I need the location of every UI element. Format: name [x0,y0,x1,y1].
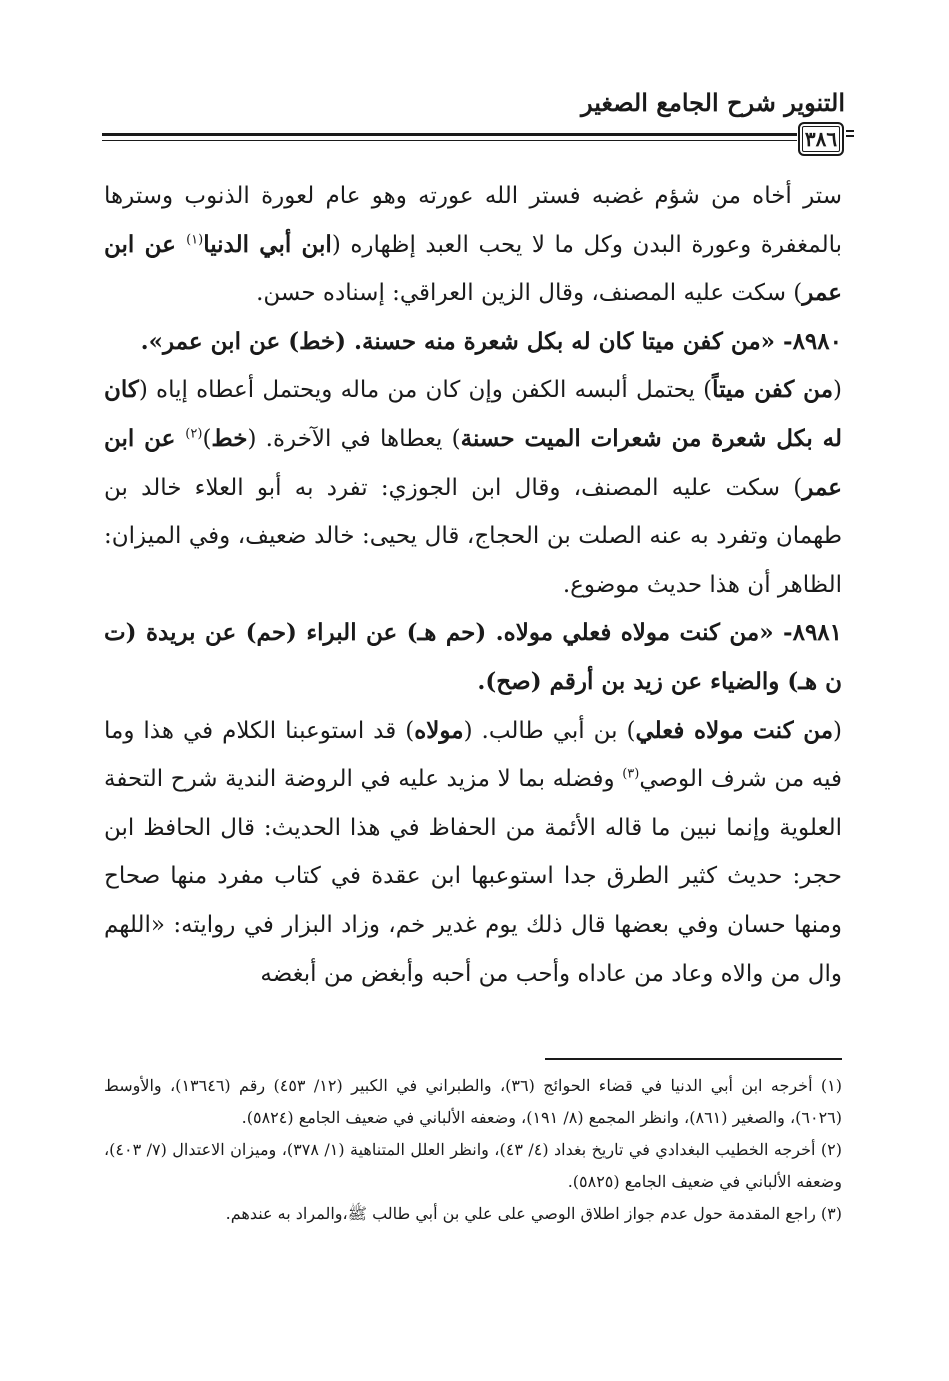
page-number-ornament [846,130,854,137]
footnote-2: (٢) أخرجه الخطيب البغدادي في تاريخ بغداد (٤/ ٤٣)، وانظر العلل المتناهية (١/ ٣٧٨)، وميزان الاعتدال (٧/ ٤٠٣)، وضعفه الألباني في ضعيف الجامع (٥٨٢٥). [104,1140,842,1191]
footnote-ref-2: (٢) [185,426,203,442]
text-run: ) يعطاها في الآخرة. ( [247,425,461,452]
footnote-ref-3: (٣) [622,766,640,782]
source-name: ابن أبي الدنيا [203,230,332,258]
text-run: ) سكت عليه المصنف، وقال الزين العراقي: إسناده حسن. [256,280,803,307]
text-run: يحتمل ألبسه الكفن وإن كان من ماله ويحتمل أعطاه إياه ( [138,377,704,404]
quoted-phrase: من كنت مولاه فعلي [635,716,834,744]
text-run: ) سكت عليه المصنف، وقال ابن الجوزي: تفرد به أبو العلاء خالد بن طهمان وتفرد به عنه الصلت بن الحجاج، قال يحيى: خالد ضعيف، وفي الميزان: الظاهر أن هذا حديث موضوع. [104,474,842,598]
text-run: ) بن أبي طالب. ( [463,717,636,744]
footnotes [104,1070,842,1290]
footnote-separator [545,1058,842,1060]
paragraph-1 [104,172,842,318]
hadith-8980 [104,318,842,367]
header-rule-thick [102,133,797,136]
hadith-text: ٨٩٨٠- «من كفن ميتا كان له بكل شعرة منه حسنة. (خط) عن ابن عمر». [140,327,842,355]
hadith-8981 [104,609,842,706]
footnote-ref-1: (١) [186,231,204,247]
main-text [104,172,842,1032]
running-title: التنوير شرح الجامع الصغير [581,88,845,117]
narrator-name: عن ابن عمر [104,424,842,501]
text-run: وفضله بما لا مزيد عليه في الروضة الندية شرح التحفة العلوية وإنما نبين ما قاله الأئمة من الحفاظ في هذا الحديث: قال الحافظ ابن حجر: حديث كثير الطرق جدا استوعبها ابن عقدة في كتاب مفرد منها صحاح ومنها حسان وفي بعضها قال ذلك يوم غدير خم، وزاد البزار في روايته: «اللهم وال من والاه وعاد من عاداه وأحب من أحبه وأبغض من أبغضه [104,766,842,987]
paragraph-3: (من كنت مولاه فعلي) بن أبي طالب. (مولاه) قد استوعبنا الكلام في هذا وما فيه من شرف الوصي$^{(٣)}$ وفضله بما لا مزيد عليه في الروضة الندية شرح التحفة العلوية وإنما نبين ما قاله الأئمة من الحفاظ في هذا الحديث: قال الحافظ ابن حجر: حديث كثير الطرق جدا استوعبها ابن عقدة في كتاب مفرد منها صحاح ومنها حسان وفي بعضها قال ذلك يوم غدير خم، وزاد البزار في روايته: «اللهم وال من والاه وعاد من عاداه وأحب من أحبه وأبغض من أبغضه [104,716,842,987]
header-rule-thin [102,140,797,141]
page-number: ٣٨٦ [798,122,844,156]
text-run: ) قد استوعبنا الكلام في هذا وما فيه من شرف الوصي [104,717,842,793]
quoted-phrase: كان له بكل شعرة من شعرات الميت حسنة [104,376,842,452]
paragraph-2: (من كفن ميتاً) يحتمل ألبسه الكفن وإن كان من ماله ويحتمل أعطاه إياه (كان له بكل شعرة من شعرات الميت حسنة) يعطاها في الآخرة. (خط)$^{(٢)}$ عن ابن عمر) سكت عليه المصنف، وقال ابن الجوزي: تفرد به أبو العلاء خالد بن طهمان وتفرد به عنه الصلت بن الحجاج، قال يحيى: خالد ضعيف، وفي الميزان: الظاهر أن هذا حديث موضوع. [104,376,842,598]
text-run: ستر أخاه من شؤم غضبه فستر الله عورته وهو عام لعورة الذنوب وسترها بالمغفرة وعورة البدن وكل ما لا يحب العبد إظهاره ( [104,183,842,258]
hadith-text: ٨٩٨١- «من كنت مولاه فعلي مولاه. (حم هـ) عن البراء (حم) عن بريدة (ت ن هـ) والضياء عن زيد بن أرقم (صح). [104,619,842,695]
quoted-phrase: من كفن ميتاً [712,376,834,404]
narrator-name: عن ابن عمر [104,230,842,307]
quoted-phrase: مولاه [414,716,464,744]
footnote-1: (١) أخرجه ابن أبي الدنيا في قضاء الحوائج (٣٦)، والطبراني في الكبير (١٢/ ٤٥٣) رقم (١٣٦٤٦)، والأوسط (٦٠٢٦)، والصغير (٨٦١)، وانظر المجمع (٨/ ١٩١)، وضعفه الألباني في ضعيف الجامع (٥٨٢٤). [104,1076,842,1127]
footnote-3: (٣) راجع المقدمة حول عدم جواز اطلاق الوصي على علي بن أبي طالب ﷺ،والمراد به عندهم. [225,1204,842,1223]
source-code: خط [211,424,248,452]
